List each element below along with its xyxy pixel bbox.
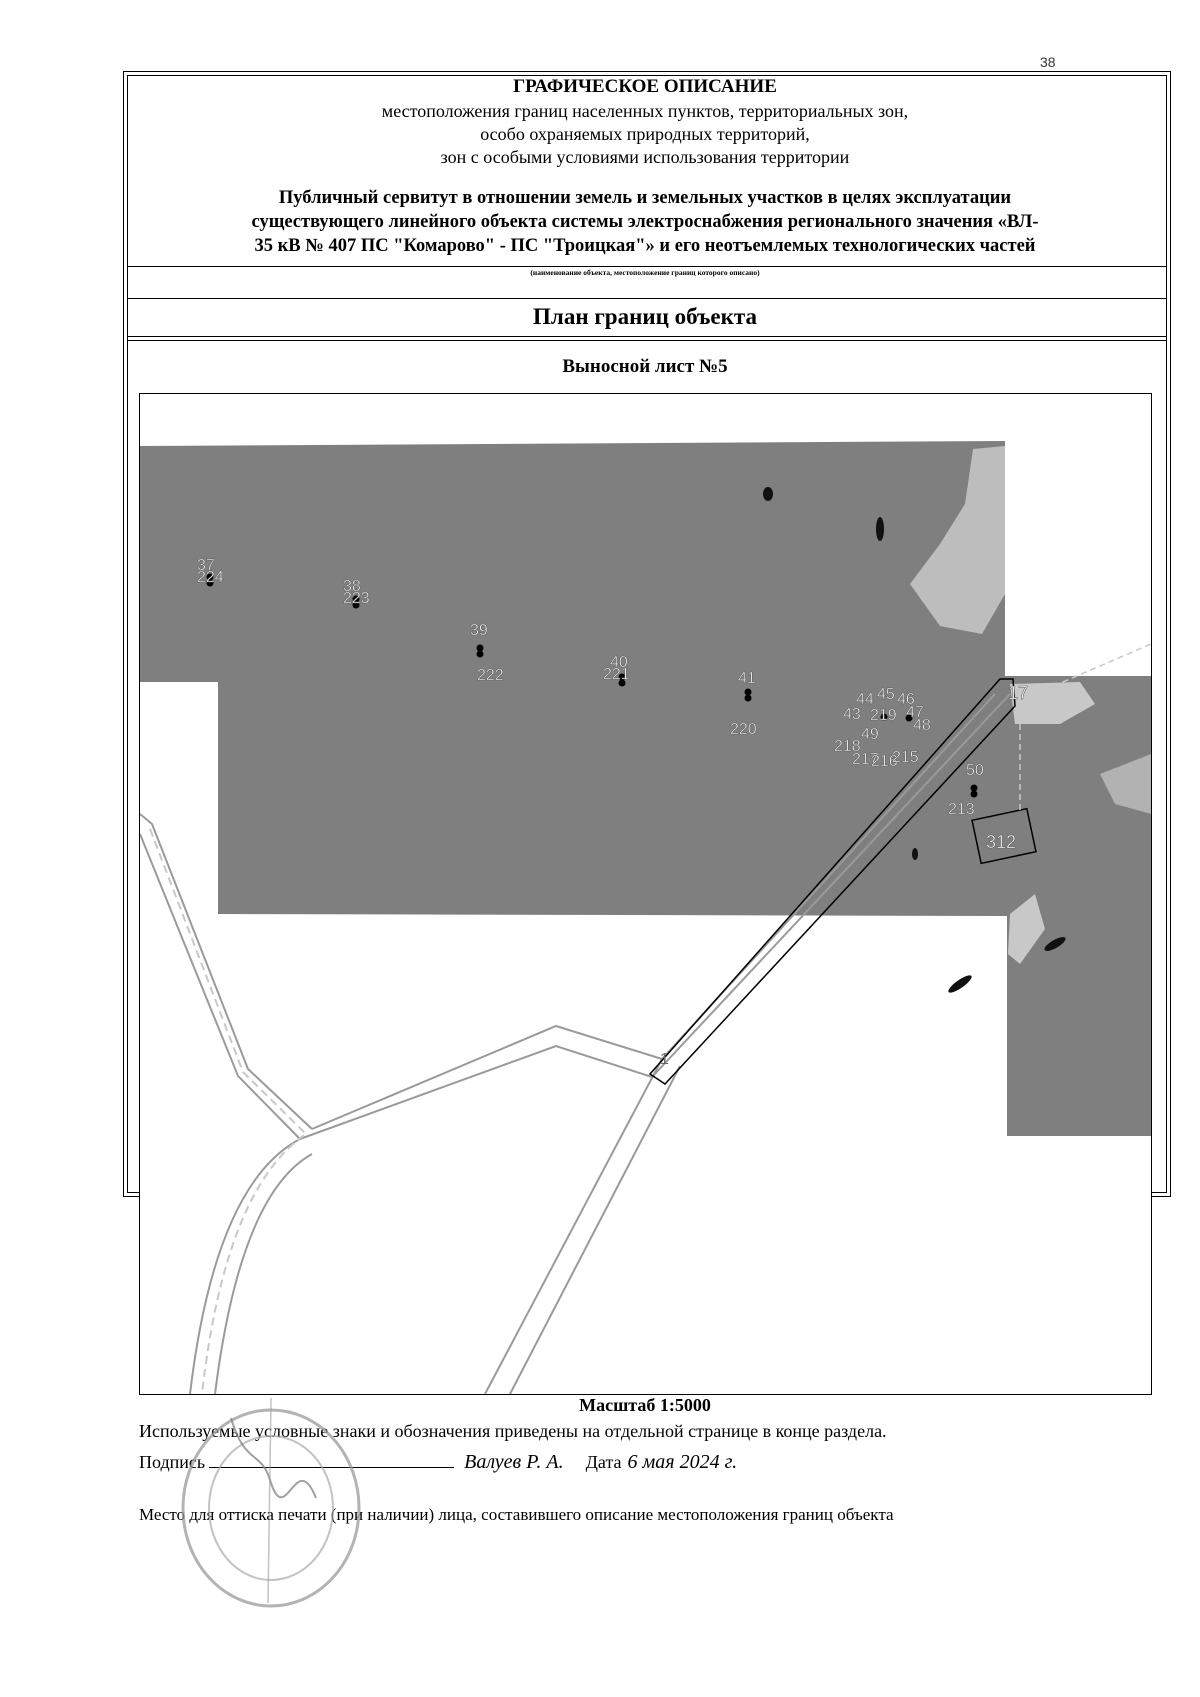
point-label: 17	[1008, 683, 1029, 703]
point-label: 44	[856, 691, 874, 708]
point-label: 220	[730, 721, 757, 738]
point-label: 213	[948, 801, 975, 818]
point-label: 49	[861, 726, 879, 743]
signer-name: Валуев Р. А.	[464, 1451, 564, 1473]
map-scale: Масштаб 1:5000	[579, 1395, 711, 1415]
point-label: 216	[871, 753, 898, 770]
point-label: 41	[738, 670, 756, 687]
date-value: 6 мая 2024 г.	[627, 1451, 738, 1473]
subtitle-line-3: зон с особыми условиями использования территории	[440, 147, 850, 167]
point-label: 40	[610, 654, 628, 671]
object-name-line-2: существующего линейного объекта системы электроснабжения регионального значения «ВЛ-	[251, 212, 1039, 232]
divider	[127, 336, 1167, 337]
divider	[127, 340, 1167, 341]
point-label: 217	[852, 751, 879, 768]
divider	[127, 298, 1167, 299]
divider	[127, 266, 1167, 267]
page-number: 38	[1040, 54, 1056, 70]
point-label: 219	[870, 707, 897, 724]
stamp-place-text: Место для оттиска печати (при наличии) лица, составившего описание местоположения границ объекта	[139, 1505, 894, 1524]
point-label: 215	[892, 749, 919, 766]
point-label: 47	[906, 704, 924, 721]
point-label: 222	[477, 667, 504, 684]
point-label: 1	[660, 1051, 669, 1068]
point-label: 46	[897, 691, 915, 708]
point-label: 50	[966, 762, 984, 779]
seal-stamp	[176, 1388, 366, 1618]
point-label: 45	[877, 686, 895, 703]
plan-title: План границ объекта	[533, 304, 757, 329]
point-label: 38	[343, 578, 361, 595]
map-frame	[139, 393, 1152, 1395]
sheet-title: Выносной лист №5	[562, 356, 728, 377]
point-label: 218	[834, 738, 861, 755]
point-label: 48	[913, 717, 931, 734]
date-label: Дата	[585, 1452, 622, 1472]
legend-note: Используемые условные знаки и обозначения приведены на отдельной странице в конце раздела.	[139, 1421, 887, 1441]
point-label: 312	[986, 832, 1017, 852]
point-label: 37	[197, 557, 215, 574]
subtitle-line-1: местоположения границ населенных пунктов, территориальных зон,	[381, 101, 909, 121]
object-name-note: (наименование объекта, местоположение границ которого описано)	[530, 268, 760, 277]
boundary-map	[140, 394, 1151, 1394]
point-label: 221	[603, 666, 630, 683]
object-name-line-3: 35 кВ № 407 ПС "Комарово" - ПС "Троицкая"» и его неотъемлемых технологических частей	[254, 236, 1036, 256]
signature-label: Подпись	[139, 1452, 206, 1472]
point-label: 223	[343, 590, 370, 607]
point-label: 43	[843, 706, 861, 723]
point-label: 39	[470, 622, 488, 639]
object-name-line-1: Публичный сервитут в отношении земель и земельных участков в целях эксплуатации	[278, 188, 1012, 208]
point-label: 224	[197, 569, 224, 586]
document-title: ГРАФИЧЕСКОЕ ОПИСАНИЕ	[513, 76, 777, 97]
subtitle-line-2: особо охраняемых природных территорий,	[480, 124, 810, 144]
